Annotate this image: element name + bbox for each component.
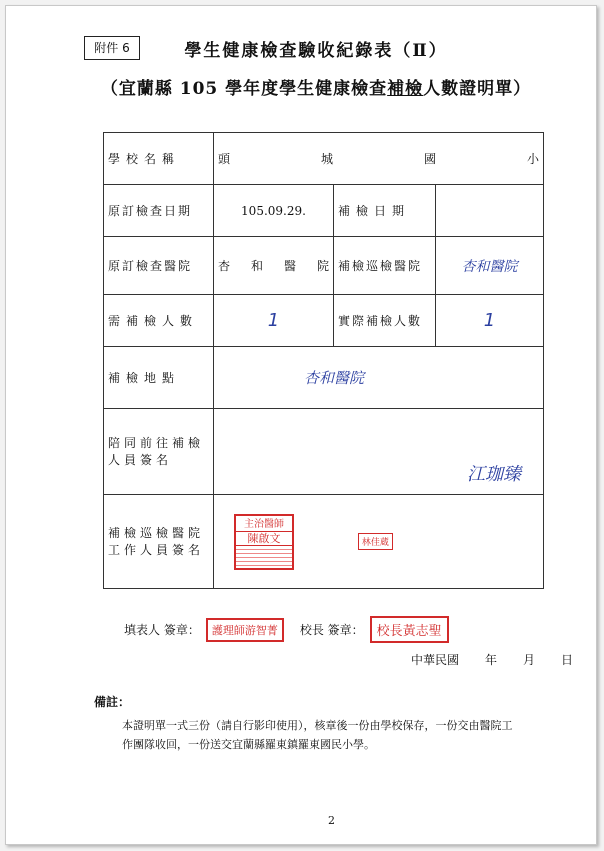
staff-label-line2: 工作人員簽名	[108, 542, 205, 557]
date-era: 中華民國	[411, 653, 460, 667]
staff-label-line1: 補檢巡檢醫院	[108, 525, 205, 540]
date-line	[411, 651, 573, 668]
makeup-hospital-label: 補檢巡檢醫院	[334, 237, 436, 295]
makeup-date-value	[436, 185, 544, 237]
makeup-date-label: 補檢日期	[334, 185, 436, 237]
row-location	[104, 347, 544, 409]
escort-signature: 江珈臻	[214, 409, 544, 495]
verification-form-table	[103, 132, 544, 589]
school-char: 小	[527, 152, 540, 166]
orig-hospital-label: 原訂檢查醫院	[104, 237, 214, 295]
escort-label-line2: 人員簽名	[108, 452, 173, 467]
escort-label-line1: 陪同前往補檢	[108, 435, 205, 450]
row-staff	[104, 495, 544, 589]
subtitle-pre: （宜蘭縣 105 學年度學生健康檢查	[100, 79, 388, 99]
school-label: 學校名稱	[104, 133, 214, 185]
notes-title: 備註：	[94, 695, 131, 709]
signature-row	[124, 616, 449, 643]
date-day: 日	[561, 653, 574, 667]
school-char: 城	[321, 152, 334, 166]
date-year: 年	[485, 653, 498, 667]
doctor-stamp-title: 主治醫師	[244, 518, 284, 530]
row-dates	[104, 185, 544, 237]
row-school	[104, 133, 544, 185]
date-month: 月	[523, 653, 536, 667]
row-hospitals	[104, 237, 544, 295]
school-char: 國	[424, 152, 437, 166]
orig-hospital-value	[214, 237, 334, 295]
row-escort	[104, 409, 544, 495]
escort-label	[104, 409, 214, 495]
orig-date-label: 原訂檢查日期	[104, 185, 214, 237]
needed-handwritten: 1	[214, 295, 334, 347]
filler-label: 填表人 簽章：	[124, 623, 200, 637]
hospital-char: 杏	[218, 259, 231, 273]
row-counts	[104, 295, 544, 347]
makeup-hospital-handwritten: 杏和醫院	[436, 237, 544, 295]
actual-label: 實際補檢人數	[334, 295, 436, 347]
notes-body: 本證明單一式三份（請自行影印使用），核章後一份由學校保存，一份交由醫院工作團隊收回，一份送交宜蘭縣羅東鎮羅東國民小學。	[122, 719, 513, 751]
doctor-stamp-name: 陳啟文	[236, 531, 292, 546]
document-title: 學生健康檢查驗收紀錄表（Ⅱ）	[184, 41, 448, 61]
principal-label: 校長 簽章：	[299, 623, 364, 637]
staff-stamp: 林佳蔵	[358, 533, 393, 550]
hospital-char: 院	[316, 259, 329, 273]
location-label: 補檢地點	[104, 347, 214, 409]
doctor-stamp-detail	[236, 546, 292, 566]
filler-stamp: 護理師游智菁	[206, 618, 284, 642]
orig-date-value: 105.09.29.	[214, 185, 334, 237]
attachment-box: 附件 6	[84, 36, 140, 60]
staff-label	[104, 495, 214, 589]
school-char: 頭	[218, 152, 231, 166]
document-page	[5, 5, 597, 845]
hospital-char: 和	[250, 259, 263, 273]
doctor-stamp	[234, 514, 294, 570]
principal-stamp: 校長黃志聖	[370, 616, 449, 643]
needed-label: 需補檢人數	[104, 295, 214, 347]
subtitle-underlined: 補檢	[387, 79, 424, 99]
page-number: 2	[328, 814, 335, 827]
school-value	[214, 133, 544, 185]
document-subtitle	[66, 74, 566, 99]
subtitle-post: 人數證明單）	[423, 79, 532, 99]
actual-handwritten: 1	[436, 295, 544, 347]
hospital-char: 醫	[283, 259, 296, 273]
staff-stamps-cell	[214, 495, 544, 589]
location-handwritten: 杏和醫院	[214, 347, 544, 409]
